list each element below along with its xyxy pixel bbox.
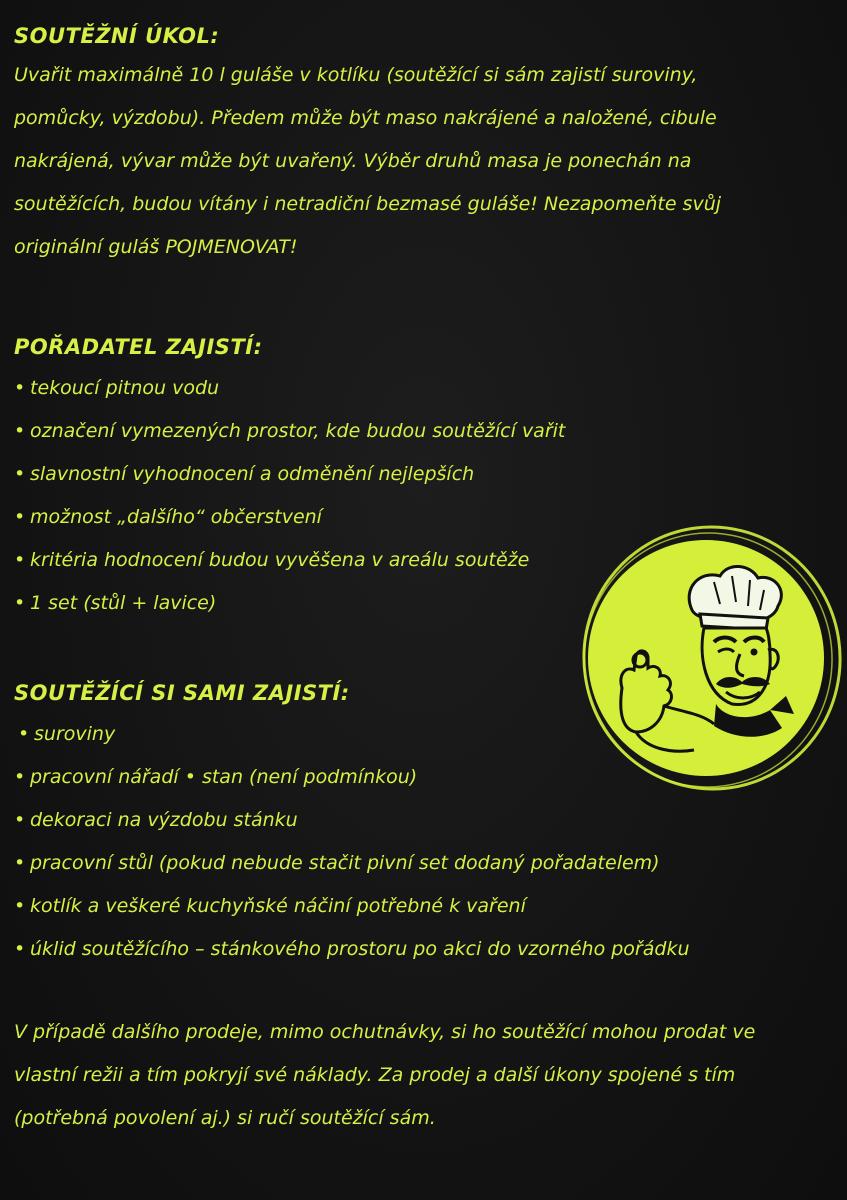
list-item (14, 410, 834, 453)
bullet-icon: • (14, 938, 26, 960)
list-item-text: slavnostní vyhodnocení a odměnění nejlepších (30, 463, 475, 485)
bullet-icon: • (14, 766, 26, 788)
task-line: originální guláš POJMENOVAT! (14, 236, 298, 258)
list-item-text: možnost „dalšího“ občerstvení (30, 506, 322, 528)
task-heading: SOUTĚŽNÍ ÚKOL: (14, 24, 220, 48)
list-item-text: pracovní nářadí • stan (není podmínkou) (30, 766, 418, 788)
task-line: Uvařit maximálně 10 l guláše v kotlíku (soutěžící si sám zajistí suroviny, (14, 64, 698, 86)
list-item (14, 453, 834, 496)
bullet-icon: • (14, 463, 26, 485)
task-paragraph (14, 54, 826, 269)
list-item-text: dekoraci na výzdobu stánku (30, 809, 298, 831)
sales-paragraph (14, 1011, 826, 1140)
list-item-text: označení vymezených prostor, kde budou soutěžící vařit (30, 420, 566, 442)
task-line: nakrájená, vývar může být uvařený. Výběr druhů masa je ponechán na (14, 150, 692, 172)
bullet-icon: • (14, 420, 26, 442)
bullet-icon: • (14, 549, 26, 571)
list-item (14, 367, 834, 410)
sales-line: (potřebná povolení aj.) si ručí soutěžící sám. (14, 1107, 436, 1129)
list-item-text: tekoucí pitnou vodu (30, 377, 220, 399)
list-item (14, 799, 834, 842)
list-item-text: úklid soutěžícího – stánkového prostoru po akci do vzorného pořádku (30, 938, 690, 960)
list-item-text: 1 set (stůl + lavice) (30, 592, 217, 614)
list-item (14, 885, 834, 928)
list-item-text: pracovní stůl (pokud nebude stačit pivní set dodaný pořadatelem) (30, 852, 660, 874)
bullet-icon: • (14, 809, 26, 831)
organizer-heading: POŘADATEL ZAJISTÍ: (14, 335, 263, 359)
task-line: soutěžících, budou vítány i netradiční bezmasé guláše! Nezapomeňte svůj (14, 193, 722, 215)
task-line: pomůcky, výzdobu). Předem může být maso nakrájené a naložené, cibule (14, 107, 717, 129)
bullet-icon: • (14, 377, 26, 399)
list-item-text: kritéria hodnocení budou vyvěšena v areálu soutěže (30, 549, 530, 571)
bullet-icon: • (14, 895, 26, 917)
list-item-text: suroviny (34, 723, 116, 745)
bullet-icon: • (14, 592, 26, 614)
bullet-icon: • (14, 852, 26, 874)
list-item (14, 928, 834, 971)
bullet-icon: • (18, 723, 30, 745)
chef-icon (574, 518, 844, 798)
sales-line: V případě dalšího prodeje, mimo ochutnávky, si ho soutěžící mohou prodat ve (14, 1021, 756, 1043)
sales-line: vlastní režii a tím pokryjí své náklady. Za prodej a další úkony spojené s tím (14, 1064, 736, 1086)
list-item (14, 842, 834, 885)
competitors-heading: SOUTĚŽÍCÍ SI SAMI ZAJISTÍ: (14, 681, 350, 705)
chef-badge (574, 518, 844, 798)
bullet-icon: • (14, 506, 26, 528)
list-item-text: kotlík a veškeré kuchyňské náčiní potřebné k vaření (30, 895, 526, 917)
